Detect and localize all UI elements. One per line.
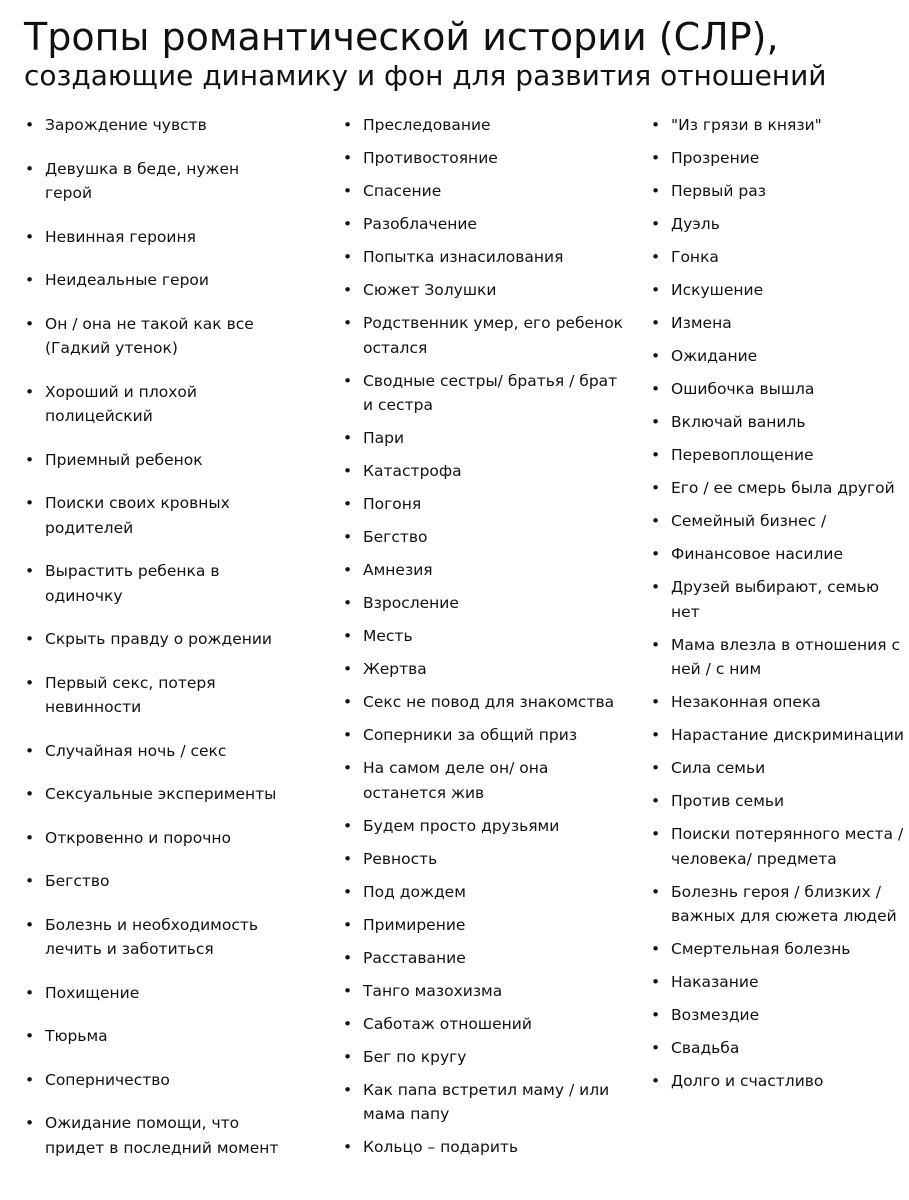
trope-list-item: • Перевоплощение bbox=[648, 443, 906, 468]
trope-list-item: • Финансовое насилие bbox=[648, 542, 906, 567]
trope-list-item: • Откровенно и порочно bbox=[22, 826, 290, 851]
trope-list-item: • Танго мазохизма bbox=[340, 979, 625, 1004]
trope-list-item: • Неидеальные герои bbox=[22, 268, 290, 293]
page-title bbox=[24, 14, 904, 92]
trope-list-item: • Попытка изнасилования bbox=[340, 245, 625, 270]
trope-list-item: • Ожидание помощи, что придет в последний момент bbox=[22, 1111, 290, 1160]
trope-list-column-3 bbox=[648, 113, 906, 1102]
trope-list-item: • Сводные сестры/ братья / брат и сестра bbox=[340, 369, 625, 418]
trope-list-item: • Пари bbox=[340, 426, 625, 451]
trope-list-item: • Приемный ребенок bbox=[22, 448, 290, 473]
trope-list-item: • Поиски потерянного места / человека/ предмета bbox=[648, 822, 906, 871]
trope-list-item: • Ожидание bbox=[648, 344, 906, 369]
trope-list-item: • Возмездие bbox=[648, 1003, 906, 1028]
title-line-1: Тропы романтической истории (СЛР), bbox=[24, 15, 779, 59]
trope-list-item: • Семейный бизнес / bbox=[648, 509, 906, 534]
trope-list-item: • Сила семьи bbox=[648, 756, 906, 781]
trope-list-item: • Взросление bbox=[340, 591, 625, 616]
trope-list-item: • Включай ваниль bbox=[648, 410, 906, 435]
trope-list-item: • Тюрьма bbox=[22, 1024, 290, 1049]
trope-list-item: • Противостояние bbox=[340, 146, 625, 171]
trope-list-item: • Кольцо – подарить bbox=[340, 1135, 625, 1160]
trope-list-item: • Разоблачение bbox=[340, 212, 625, 237]
trope-list-item: • "Из грязи в князи" bbox=[648, 113, 906, 138]
trope-list-item: • Катастрофа bbox=[340, 459, 625, 484]
trope-list-item: • Расставание bbox=[340, 946, 625, 971]
trope-list-item: • Сюжет Золушки bbox=[340, 278, 625, 303]
trope-list-item: • Случайная ночь / секс bbox=[22, 739, 290, 764]
trope-list-item: • Скрыть правду о рождении bbox=[22, 627, 290, 652]
trope-list-item: • Дуэль bbox=[648, 212, 906, 237]
trope-list-item: • Секс не повод для знакомства bbox=[340, 690, 625, 715]
trope-list-item: • Первый секс, потеря невинности bbox=[22, 671, 290, 720]
trope-list-item: • Жертва bbox=[340, 657, 625, 682]
trope-list-item: • Мама влезла в отношения с ней / с ним bbox=[648, 633, 906, 682]
trope-list-item: • Незаконная опека bbox=[648, 690, 906, 715]
trope-list-item: • Спасение bbox=[340, 179, 625, 204]
trope-list-item: • Как папа встретил маму / или мама папу bbox=[340, 1078, 625, 1127]
trope-list-item: • Прозрение bbox=[648, 146, 906, 171]
trope-list-item: • Родственник умер, его ребенок остался bbox=[340, 311, 625, 360]
trope-list-item: • Будем просто друзьями bbox=[340, 814, 625, 839]
trope-list-item: • Наказание bbox=[648, 970, 906, 995]
title-line-2: создающие динамику и фон для развития отношений bbox=[24, 59, 827, 92]
trope-list-item: • Преследование bbox=[340, 113, 625, 138]
trope-list-item: • Примирение bbox=[340, 913, 625, 938]
trope-list-column-2 bbox=[340, 113, 625, 1168]
trope-list-item: • Искушение bbox=[648, 278, 906, 303]
trope-list-item: • Друзей выбирают, семью нет bbox=[648, 575, 906, 624]
trope-list-item: • Бегство bbox=[22, 869, 290, 894]
trope-list-item: • Амнезия bbox=[340, 558, 625, 583]
trope-list-item: • Ошибочка вышла bbox=[648, 377, 906, 402]
trope-list-item: • Зарождение чувств bbox=[22, 113, 290, 138]
trope-list-item: • Девушка в беде, нужен герой bbox=[22, 157, 290, 206]
trope-list-item: • Соперничество bbox=[22, 1068, 290, 1093]
trope-list-item: • Поиски своих кровных родителей bbox=[22, 491, 290, 540]
trope-list-item: • Сексуальные эксперименты bbox=[22, 782, 290, 807]
trope-list-item: • Смертельная болезнь bbox=[648, 937, 906, 962]
trope-list-item: • Долго и счастливо bbox=[648, 1069, 906, 1094]
trope-list-item: • Гонка bbox=[648, 245, 906, 270]
trope-list-item: • Погоня bbox=[340, 492, 625, 517]
trope-list-item: • Его / ее смерь была другой bbox=[648, 476, 906, 501]
trope-list-item: • Он / она не такой как все (Гадкий утенок) bbox=[22, 312, 290, 361]
trope-list-item: • Вырастить ребенка в одиночку bbox=[22, 559, 290, 608]
trope-list-item: • Бегство bbox=[340, 525, 625, 550]
trope-list-item: • Соперники за общий приз bbox=[340, 723, 625, 748]
trope-list-item: • Свадьба bbox=[648, 1036, 906, 1061]
trope-list-item: • Месть bbox=[340, 624, 625, 649]
trope-list-item: • Саботаж отношений bbox=[340, 1012, 625, 1037]
trope-list-item: • Под дождем bbox=[340, 880, 625, 905]
trope-list-item: • Бег по кругу bbox=[340, 1045, 625, 1070]
trope-list-item: • Ревность bbox=[340, 847, 625, 872]
trope-list-item: • Против семьи bbox=[648, 789, 906, 814]
trope-list-item: • Невинная героиня bbox=[22, 225, 290, 250]
trope-list-item: • Болезнь героя / близких / важных для сюжета людей bbox=[648, 880, 906, 929]
trope-list-item: • Первый раз bbox=[648, 179, 906, 204]
trope-list-item: • Похищение bbox=[22, 981, 290, 1006]
trope-list-item: • На самом деле он/ она останется жив bbox=[340, 756, 625, 805]
trope-list-item: • Хороший и плохой полицейский bbox=[22, 380, 290, 429]
trope-list-column-1 bbox=[22, 113, 290, 1179]
trope-list-item: • Болезнь и необходимость лечить и заботиться bbox=[22, 913, 290, 962]
trope-list-item: • Нарастание дискриминации bbox=[648, 723, 906, 748]
trope-list-item: • Измена bbox=[648, 311, 906, 336]
